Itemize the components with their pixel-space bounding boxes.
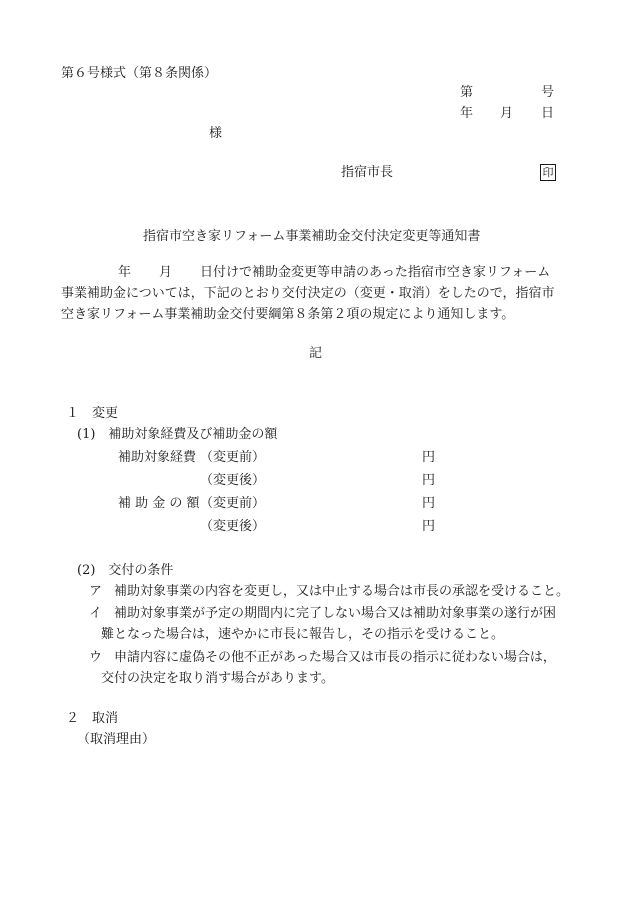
row-label-subsidy: 補 助 金 の 額 — [118, 496, 200, 511]
issuer-name: 指宿市長 — [341, 165, 394, 180]
intro-line3: 空き家リフォーム事業補助金交付要綱第８条第２項の規定により通知します。 — [61, 307, 515, 322]
row-unit-cost-after: 円 — [422, 473, 436, 488]
condition-mark-a: ア — [89, 584, 103, 599]
condition-a-line1: 補助対象事業の内容を変更し，又は中止する場合は市長の承認を受けること。 — [114, 584, 570, 599]
intro-year: 年 — [118, 265, 132, 280]
row-note-subsidy-after: （変更後） — [200, 519, 266, 534]
seal-mark: 印 — [540, 164, 556, 181]
intro-line1: 日付けで補助金変更等申請のあった指宿市空き家リフォーム — [200, 265, 551, 280]
condition-mark-u: ウ — [89, 650, 103, 665]
addressee-suffix: 様 — [209, 126, 223, 141]
row-unit-cost-before: 円 — [422, 450, 436, 465]
section-cancel-heading: ２ 取消 — [66, 711, 119, 726]
condition-mark-i: イ — [89, 606, 103, 621]
date-year: 年 — [460, 106, 474, 121]
document-title: 指宿市空き家リフォーム事業補助金交付決定変更等通知書 — [143, 229, 481, 244]
section-change-heading: １ 変更 — [66, 406, 119, 421]
condition-i-line1: 補助対象事業が予定の期間内に完了しない場合又は補助対象事業の遂行が困 — [114, 606, 557, 621]
row-label-cost: 補助対象経費 — [118, 450, 197, 465]
row-unit-subsidy-before: 円 — [422, 496, 436, 511]
date-day: 日 — [541, 106, 555, 121]
subsection-conditions-heading: (2) 交付の条件 — [77, 563, 174, 578]
intro-month: 月 — [159, 265, 173, 280]
row-note-cost-before: （変更前） — [200, 450, 266, 465]
intro-line2: 事業補助金については，下記のとおり交付決定の（変更・取消）をしたので，指宿市 — [61, 286, 555, 301]
condition-u-line1: 申請内容に虚偽その他不正があった場合又は市長の指示に従わない場合は， — [114, 650, 556, 665]
doc-number-prefix: 第 — [460, 85, 474, 100]
condition-i-line2: 難となった場合は，速やかに市長に報告し，その指示を受けること。 — [101, 627, 505, 642]
doc-number-suffix: 号 — [541, 85, 555, 100]
ki-heading: 記 — [309, 346, 323, 361]
subsection-amounts-heading: (1) 補助対象経費及び補助金の額 — [77, 427, 278, 442]
form-label: 第６号様式（第８条関係） — [61, 66, 218, 81]
row-note-cost-after: （変更後） — [200, 473, 266, 488]
condition-u-line2: 交付の決定を取り消す場合があります。 — [101, 671, 334, 686]
cancel-reason-label: （取消理由） — [77, 732, 156, 747]
date-month: 月 — [500, 106, 514, 121]
row-unit-subsidy-after: 円 — [422, 519, 436, 534]
row-note-subsidy-before: （変更前） — [200, 496, 266, 511]
